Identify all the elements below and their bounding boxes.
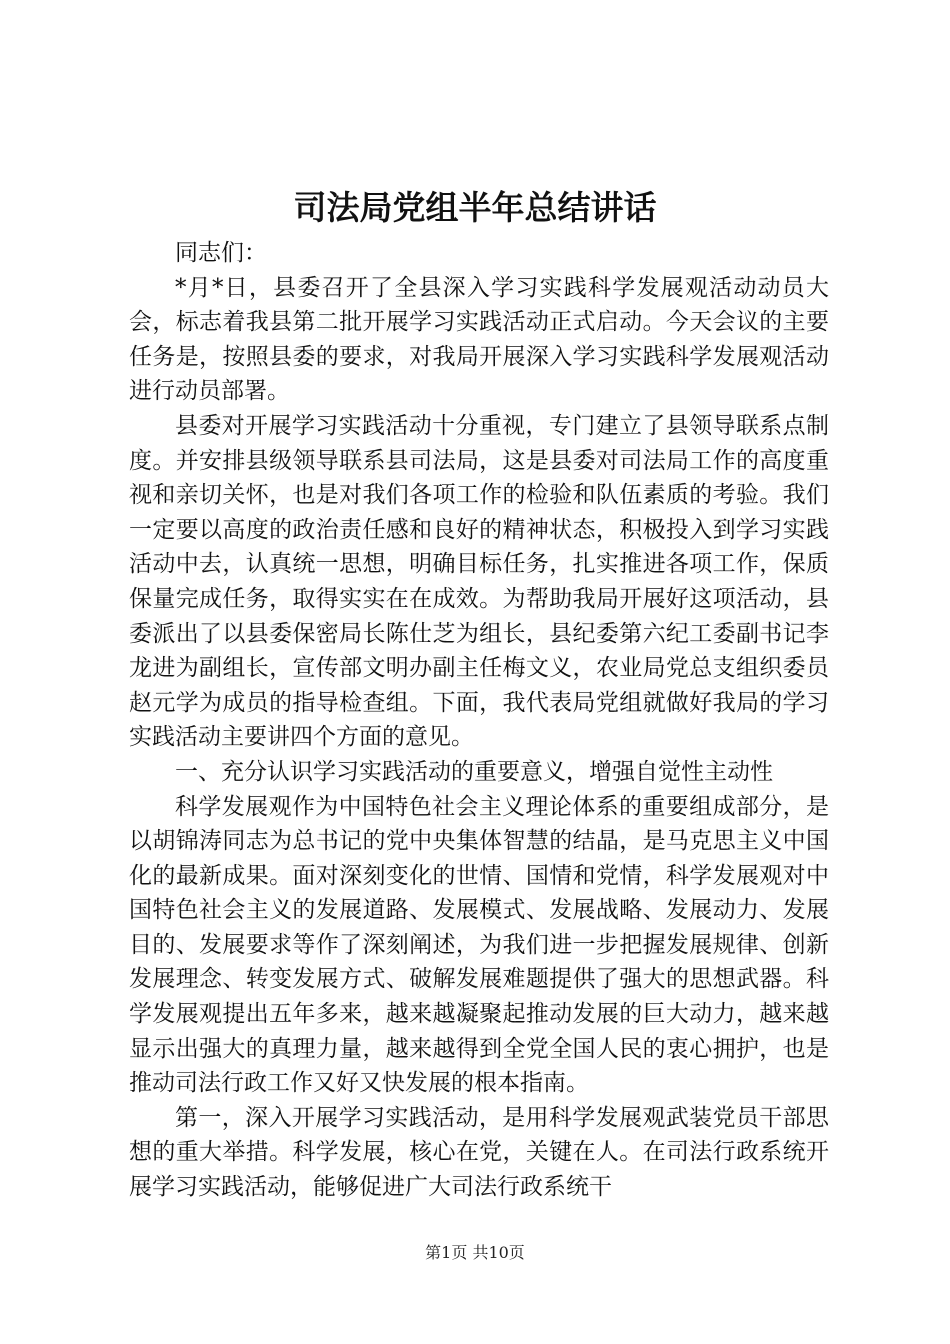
document-body [129, 236, 829, 1205]
body-paragraph: 科学发展观作为中国特色社会主义理论体系的重要组成部分，是以胡锦涛同志为总书记的党中央集体智慧的结晶，是马克思主义中国化的最新成果。面对深刻变化的世情、国情和党情，科学发展观对中国特色社会主义的发展道路、发展模式、发展战略、发展动力、发展目的、发展要求等作了深刻阐述，为我们进一步把握发展规律、创新发展理念、转变发展方式、破解发展难题提供了强大的思想武器。科学发展观提出五年多来，越来越凝聚起推动发展的巨大动力，越来越显示出强大的真理力量，越来越得到全党全国人民的衷心拥护，也是推动司法行政工作又好又快发展的根本指南。 [129, 793, 829, 1097]
salutation-paragraph: 同志们： [175, 240, 267, 266]
section-heading: 一、充分认识学习实践活动的重要意义，增强自觉性主动性 [175, 758, 773, 785]
body-paragraph: *月*日，县委召开了全县深入学习实践科学发展观活动动员大会，标志着我县第二批开展学习实践活动正式启动。今天会议的主要任务是，按照县委的要求，对我局开展深入学习实践科学发展观活动进行动员部署。 [129, 274, 829, 405]
body-paragraph: 第一，深入开展学习实践活动，是用科学发展观武装党员干部思想的重大举措。科学发展，核心在党，关键在人。在司法行政系统开展学习实践活动，能够促进广大司法行政系统干 [129, 1104, 829, 1201]
page-number: 第1页 共10页 [425, 1243, 525, 1262]
body-paragraph: 县委对开展学习实践活动十分重视，专门建立了县领导联系点制度。并安排县级领导联系县司法局，这是县委对司法局工作的高度重视和亲切关怀，也是对我们各项工作的检验和队伍素质的考验。我们一定要以高度的政治责任感和良好的精神状态，积极投入到学习实践活动中去，认真统一思想，明确目标任务，扎实推进各项工作，保质保量完成任务，取得实实在在成效。为帮助我局开展好这项活动，县委派出了以县委保密局长陈仕芝为组长，县纪委第六纪工委副书记李龙进为副组长，宣传部文明办副主任梅文义，农业局党总支组织委员赵元学为成员的指导检查组。下面，我代表局党组就做好我局的学习实践活动主要讲四个方面的意见。 [129, 412, 829, 751]
document-title: 司法局党组半年总结讲话 [293, 188, 657, 227]
